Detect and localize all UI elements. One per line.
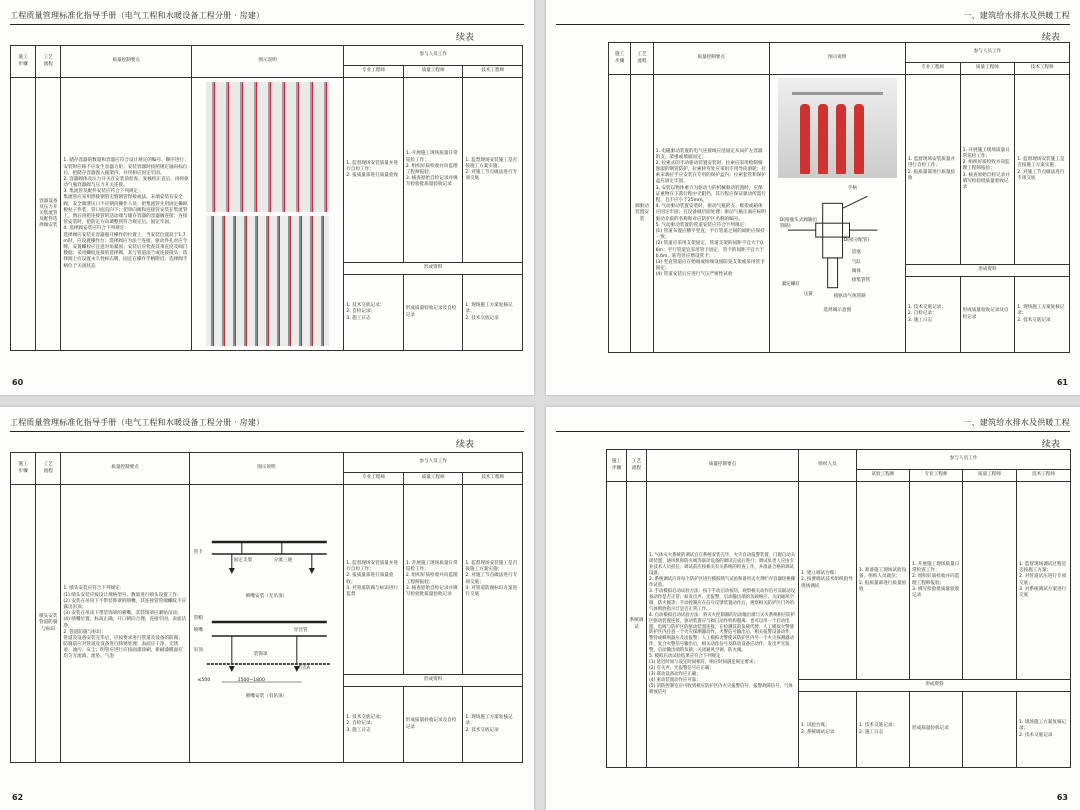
quality-engineer-duties-empty (963, 482, 1017, 680)
col-tech-engineer: 技术工程师 (463, 473, 523, 485)
diagram-label: 接集管管 (851, 278, 871, 283)
col-process: 工艺 流程 (627, 450, 647, 482)
col-quality-engineer: 质量工程师 (403, 66, 463, 78)
quality-engineer-duties: 1. 开展施工现场质量日常巡检工作； 2. 组织好质检收并向监理工程师报验； 3. 核查原始自检记录并填写检验批质量验收记录 (403, 485, 463, 675)
control-points: 1. 电磁驱动装置的电气连接线应沿固定从局扩左容器的支、架重或墙面固定。 2. 拉索式的手动驱动装置安装时，拉索应采用绘制腐蚀湿的钢管防护，拉索转弯处应采用专用导向滑轮；拉索末端拉手应安装在专用的保护盒内；拉索套管和保护盒应固定牢固。 3. 安装以物体重力为驱动力的机械驱动装置时，应保证重物在下落行程中无阻挡，其行程应保证驱动所需行程，且不应小于25mm。 4. 气动驱动装置安装时，驱动气瓶的支、框架或箱体应固定牢固；且设备做层面处理；驱动气瓶正面应标明驱动介质的名称和对应防护区名称的编号。 5. 气动驱动装置的管道安装应符合下列规定： (1) 管道布置应横平竖直，平行管道之间的间距应保持一致； (2) 管道应采用支架固定，管道支架的间距不宜大于0.6m；平行管道宜采用管卡固定，管卡的间距不宜大于0.6m，转弯处应增设管卡； (3) 竖直管道应在始端或终端设固防晃支架或采用管卡固定； (4) 管道安装后应进行气压严密性试验 (653, 75, 769, 353)
quality-table (608, 42, 1070, 353)
col-staff: 参与人员工作 (905, 43, 1069, 63)
quality-table (10, 45, 523, 351)
continued-label: 续表 (455, 440, 474, 450)
running-header: 工程质量管理标准化指导手册（电气工程和水暖设备工程分册 · 房建） (10, 11, 265, 20)
col-process: 工艺 流程 (36, 46, 61, 78)
diagram-label: 接驱动气体管路 (833, 294, 866, 299)
diagram-label: ≤500 (197, 677, 211, 683)
pro-engineer-duties: 1. 开展施工现场质量日常检查工作； 2. 组织好质检收并向监理工程师报验； 3. 填写检验批质量验收记录 (910, 482, 963, 680)
col-tech-engineer: 技术工程师 (1015, 63, 1070, 75)
control-points: 1. 喷头安装应符合下列规定： (1) 喷头安装应按设计规格型号、数量进行喷头设置工作； (2) 安装在吊顶下不带装饰罩的喷嘴，其连接管管端螺纹不应露出吊顶； (3) 安装在吊顶下带装饰罩的喷嘴，其装饰罩应紧贴吊顶； (4) 喷嘴位置、标高正确，开口朝向合理，连接牢固，表面洁净。 2. 管道防腐与标识： 管道及设备安装完毕后，应按要求进行管道及设备的防腐；防腐前应对管道及设备进行除锈处理；表面应干净、无锈迹、油污、灰尘；明管应进行应按面漆涂刷，新刷漆膜面应均匀无流淌、流坠、气泡 (61, 485, 189, 763)
diagram-label: 紧定螺钉 (781, 282, 801, 287)
col-organizer: 组织人员 (799, 450, 857, 482)
quality-table (606, 449, 1071, 768)
records-header: 形成资料 (799, 680, 1071, 692)
tech-records: 1. 现场施工方案复核记录； 2. 技术交底记录 (1015, 277, 1070, 353)
quality-records-empty (963, 692, 1017, 768)
col-points: 质量控制要点 (653, 43, 769, 75)
diagram-label: 气缸 (851, 260, 861, 265)
diagram-label: 管卡 (193, 549, 203, 555)
organizer-records: 1. 试验台账； 2. 系统调试记录 (799, 692, 857, 768)
cylinder-photo-1 (206, 82, 329, 212)
tech-records: 1. 现场施工方案复核记录； 2. 技术交底记录 (463, 275, 523, 351)
diagram-label: 异径管 (293, 627, 308, 633)
tech-engineer-duties: 1. 监督现场安装施工是否按施工方案实施； 2. 对施工节点做法进行专项交底 (1015, 75, 1070, 265)
col-process: 工艺 流程 (631, 43, 653, 75)
page-60 (0, 0, 534, 395)
diagram-label: 阀体 (851, 269, 861, 274)
records-header: 形成资料 (905, 265, 1069, 277)
col-test-engineer: 试验工程师 (857, 470, 910, 482)
quality-engineer-duties: 1. 开展施工现场质量日常巡检工作； 2. 组织好质检收并向监理工程师报验； 3. 核查原始自检记录并填写检验批质量验收记录 (960, 75, 1015, 265)
tech-records: 1. 现场施工方案复核记录； 2. 技术交底记录 (1017, 692, 1071, 768)
col-points: 质量控制要点 (61, 46, 192, 78)
pro-engineer-duties: 1. 监督现场安装质量并进行自检工作； 2. 报质量部进行质量验收 (344, 78, 404, 263)
diagram-caption: 喷嘴安装（有吊顶） (245, 693, 288, 699)
header-rule (556, 24, 1070, 25)
diagram-label: D(接分配管) (843, 238, 870, 243)
page-61 (546, 0, 1080, 395)
page-62 (0, 407, 534, 810)
organizer-duties: 1. 建立调试台账； 2. 按要调试技术组织指导现场调试 (799, 482, 857, 680)
quality-engineer-duties: 1. 开展施工现场质量日常巡检工作； 2. 组织好质检收并向监理工程师报验； 3. 核查原始自检记录并填写检验批质量验收记录 (403, 78, 463, 263)
control-points: 1. 储存容器的数量和容量应符合设计规定的编号、顺序进行；安装时应核不应发生容器力矩；安装容器时按照规定轴向标位后，把储存容器置入拖架内，并用相应固定牢固。 2. 容器阀体及压力开关在安装前检查、复核校正直后，再将驱动气瓶容器阀与压力开关连接。 3. 集流管及配件安装应符合下列规定： 集流管应采用焊接钢管无缝钢管焊接或法，末端安装有安全阀，安全阀泄压口不应朝向操作人员；把集流管先用固定操纵板柱子件装，管口面直向下；把串向阀和连接管安装在集流管上，然后再把连接管的活动端与储存容器的容器阀连接；连接管安装时，把防定方向调整到符合规定后，固定牢固。 4. 选择阀安装应符合下列规定： 选择阀应安装在容器瓶开操作的位置上，当安装位置高于1.7m时，应设置操作台；选择阀应为法兰连接，驱动件孔对应令牌，安置螺栓应注意对角紧固；安装后应检查其垂直度及阀门数据；采用螺纹连接的选择阀，其与管道法兰或连接接头；选择阀上应设置永久性标志牌，固定在操作手柄附近；选择阀手柄位于关闭状态 (61, 78, 192, 351)
test-engineer-duties: 1. 准备施工现场试验设备，组织人员就位； 2. 报质量部进行质量验收 (857, 482, 910, 680)
col-step: 施工 步骤 (11, 46, 36, 78)
col-illustration: 图示说明 (191, 46, 343, 78)
records-header: 形成资料 (344, 263, 523, 275)
process-cell: 喷头安装管道防腐与标识 (36, 485, 61, 763)
col-process: 工艺 流程 (36, 453, 61, 485)
diagram-label: D(接瓶头式阀输出管路) (779, 218, 818, 230)
page-number: 62 (12, 793, 24, 802)
col-pro-engineer: 专业工程师 (910, 470, 963, 482)
illustration-cell (769, 75, 905, 353)
quality-table (10, 452, 523, 763)
nozzle-diagram-no-ceiling (194, 534, 340, 614)
page-number: 63 (1056, 793, 1068, 802)
col-quality-engineer: 质量工程师 (960, 63, 1015, 75)
continued-label: 续表 (1041, 440, 1060, 450)
col-quality-engineer: 质量工程师 (963, 470, 1017, 482)
page-number: 61 (1056, 378, 1068, 387)
quality-records: 形成质量验收记录及自检记录 (403, 687, 463, 763)
running-header: 一、建筑给水排水及供暖工程 (963, 11, 1070, 20)
diagram-label: 吊顶 (193, 647, 203, 653)
diagram-label: 节点A (297, 665, 310, 671)
col-illustration: 图示说明 (189, 453, 344, 485)
page-number: 60 (12, 378, 24, 387)
diagram-label: 手柄 (847, 186, 857, 191)
diagram-label: 分流三通 (273, 557, 293, 563)
cylinder-photo-2 (206, 216, 329, 346)
diagram-caption: 选择阀示意图 (823, 308, 852, 313)
col-points: 质量控制要点 (61, 453, 189, 485)
col-step: 施工 步骤 (609, 43, 631, 75)
step-cell (607, 482, 627, 768)
pro-records: 1. 技术交底记录； 2. 自检记录； 3. 施工日志 (344, 687, 404, 763)
pro-records: 形成质量验收记录 (910, 692, 963, 768)
col-step: 施工 步骤 (607, 450, 627, 482)
control-points: 1. 气体灭火系统的调试宜在系统安装完毕，火灾自动报警装置、门窗自动关闭装置、通风机和防火阀等联动设备的调试完成后进行；调试负责人应由专业技术人员担任；调试前应按相关有关系统的检查工作，并准备合格的调试设备。 2. 系统调试应对每个防护区进行模拟喷气试验和备用灭火剂贮存容器切换操作试验。 3. 手动模拟启动试验方法：按下手动启动按钮，观察相关动作信号及联动设备动作是否正常；如发出声、光报警，启动输出端的负载响应，关闭通风空调、防火阀等；手动控制应在信号反馈装置动作后，观察相关防护区门外的气体喷放指示灯是否正常工作。 4. 自动模拟启动试验方法：将灭火控制器的启动输出端与灭火系统相应防护区驱动装置连接，驱动装置应与阀门动作机构脱离；也可以用一个启动电阻、电阀与防护区的驱动装置连接，在检测其的负载代替；人工模拟火警使防护区内任意一个火灾探测器动作，火警信号输出后，相关报警设备动作，警铃或蜂鸣器应及出报警；人工模拟火警使该防护区内另一个火灾探测器动作，复合火警信号输出后，相关动作信号及联动设备应动作，发出声光报警，启动输出端的负载，关闭通风空调、防火阀。 5. 模拟启动试验结果应符合下列规定： (1) 延迟时间与设定时间相符，响应时间满足规定要求； (2) 有关声、光报警信号应正确； (3) 联动设备动作应正确； (4) 驱动装置动作应可靠； (5) 消防控制室应可收到相应防护区内火灾报警信号、报警故障信号、气体喷放信号 (647, 482, 799, 768)
tech-records: 1. 现场施工方案复核记录； 2. 技术交底记录 (463, 687, 523, 763)
page-63 (546, 407, 1080, 810)
col-pro-engineer: 专业工程师 (905, 63, 960, 75)
col-staff: 参与人员工作 (857, 450, 1071, 470)
test-records: 1. 技术交底记录； 2. 施工日志 (857, 692, 910, 768)
col-staff: 参与人员工作 (344, 46, 523, 66)
pro-engineer-duties: 1. 监督现场安装质量并进行自检工作； 2. 报质量部进行质量验收 (905, 75, 960, 265)
diagram-caption: 喷嘴安装（无吊顶） (245, 593, 288, 599)
selector-valve-diagram (778, 178, 897, 328)
process-cell: 容器设备及压力开关集流管及配件选择阀安装 (36, 78, 61, 351)
step-cell (609, 75, 631, 353)
header-rule (10, 431, 524, 432)
illustration-cell (191, 78, 343, 351)
col-tech-engineer: 技术工程师 (463, 66, 523, 78)
col-points: 质量控制要点 (647, 450, 799, 482)
diagram-label: 管帽 (193, 615, 203, 621)
col-illustration: 图示说明 (769, 43, 905, 75)
pro-records: 1. 技术交底记录； 2. 自检记录； 3. 施工日志 (344, 275, 404, 351)
continued-label: 续表 (1041, 33, 1060, 43)
illustration-cell (189, 485, 344, 763)
diagram-label: 装饰罩 (253, 651, 268, 657)
col-staff: 参与人员工作 (344, 453, 523, 473)
continued-label: 续表 (455, 33, 474, 43)
diagram-label: 1500~1800 (237, 677, 265, 683)
quality-records: 形成质量验收记录及自检记录 (403, 275, 463, 351)
diagram-label: 活塞 (851, 250, 861, 255)
diagram-label: 压簧 (803, 292, 813, 297)
tech-engineer-duties: 1. 监督现场安装施工是否按施工方案实施； 2. 对施工节点做法进行专项交底； 3. 对管道防腐标识方案进行交底 (463, 485, 523, 675)
diagram-label: 固定支架 (233, 557, 253, 563)
records-header: 形成资料 (344, 675, 523, 687)
pro-records: 1. 技术交底记录； 2. 自检记录； 3. 施工日志 (905, 277, 960, 353)
step-cell (11, 78, 36, 351)
header-rule (10, 24, 524, 25)
running-header: 一、建筑给水排水及供暖工程 (963, 418, 1070, 427)
process-cell: 阀驱动装置安装 (631, 75, 653, 353)
pro-engineer-duties: 1. 监督现场安装质量并进行自检工作； 2. 报质量部进行质量验收； 3. 对管道防腐与标识进行监督 (344, 485, 404, 675)
running-header: 工程质量管理标准化指导手册（电气工程和水暖设备工程分册 · 房建） (10, 418, 265, 427)
col-pro-engineer: 专业工程师 (344, 66, 404, 78)
valve-photo (778, 78, 897, 178)
nozzle-diagram-with-ceiling (194, 614, 340, 714)
tech-engineer-duties: 1. 监督现场安装施工是否按施工方案实施； 2. 对施工节点做法进行专项交底 (463, 78, 523, 263)
quality-records: 形成质量验收记录及自检记录 (960, 277, 1015, 353)
col-quality-engineer: 质量工程师 (403, 473, 463, 485)
process-cell: 系统调试 (627, 482, 647, 768)
tech-engineer-duties: 1. 监督现场调试过程是否按施工方案； 2. 对管道试压进行专项交底； 3. 对系统调试方案进行交底 (1017, 482, 1071, 680)
header-rule (556, 431, 1070, 432)
diagram-label: 喷嘴 (193, 627, 203, 633)
col-step: 施工 步骤 (11, 453, 36, 485)
col-tech-engineer: 技术工程师 (1017, 470, 1071, 482)
step-cell (11, 485, 36, 763)
col-pro-engineer: 专业工程师 (344, 473, 404, 485)
